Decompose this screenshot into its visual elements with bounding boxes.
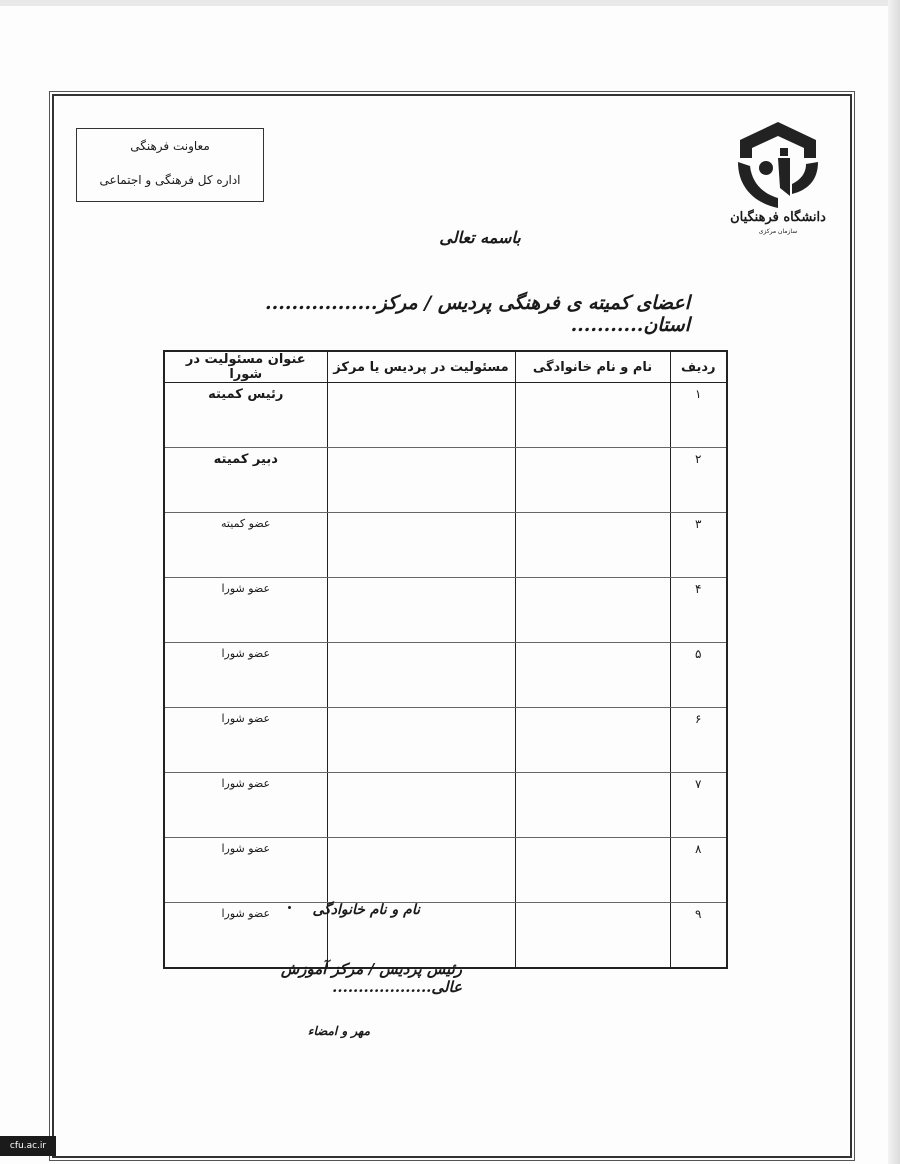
row-number: ۲ [670, 448, 727, 513]
role-cell: عضو شورا [164, 838, 327, 903]
row-number: ۶ [670, 708, 727, 773]
role-cell: عضو شورا [164, 643, 327, 708]
page-title: اعضای کمیته ی فرهنگی پردیس / مرکز................. استان........... [265, 292, 690, 336]
university-name: دانشگاه فرهنگیان [730, 210, 826, 225]
name-cell[interactable] [515, 838, 670, 903]
signatory-name-label: نام و نام خانوادگی [312, 902, 420, 918]
role-cell: عضو شورا [164, 708, 327, 773]
name-cell[interactable] [515, 773, 670, 838]
header-council-role: عنوان مسئولیت در شورا [164, 351, 327, 383]
name-cell[interactable] [515, 708, 670, 773]
scan-top-edge [0, 0, 900, 6]
table-row [164, 383, 727, 448]
row-number: ۱ [670, 383, 727, 448]
row-number: ۴ [670, 578, 727, 643]
table-row [164, 643, 727, 708]
header-campus-responsibility: مسئولیت در پردیس یا مرکز [327, 351, 515, 383]
responsibility-cell[interactable] [327, 708, 515, 773]
row-number: ۹ [670, 903, 727, 969]
responsibility-cell[interactable] [327, 838, 515, 903]
committee-members-table [163, 350, 728, 969]
university-emblem-icon [728, 118, 828, 210]
role-cell: عضو شورا [164, 578, 327, 643]
responsibility-cell[interactable] [327, 643, 515, 708]
responsibility-cell[interactable] [327, 448, 515, 513]
table-row [164, 903, 727, 969]
bismillah-heading: باسمه تعالی [439, 228, 521, 247]
table-row [164, 708, 727, 773]
table-row [164, 578, 727, 643]
responsibility-cell[interactable] [327, 383, 515, 448]
signatory-title-label: رئیس پردیس / مرکز آموزش عالی................... [280, 960, 462, 996]
header-full-name: نام و نام خانوادگی [515, 351, 670, 383]
row-number: ۸ [670, 838, 727, 903]
table-row [164, 513, 727, 578]
stamp-signature-label: مهر و امضاء [307, 1024, 370, 1038]
name-cell[interactable] [515, 643, 670, 708]
role-cell: رئیس کمیته [164, 383, 327, 448]
department-line-1: معاونت فرهنگی [130, 139, 210, 153]
name-cell[interactable] [515, 448, 670, 513]
header-row-number: ردیف [670, 351, 727, 383]
role-cell: دبیر کمیته [164, 448, 327, 513]
department-header-box [76, 128, 264, 202]
responsibility-cell[interactable] [327, 773, 515, 838]
name-cell[interactable] [515, 513, 670, 578]
row-number: ۷ [670, 773, 727, 838]
table-row [164, 838, 727, 903]
responsibility-cell[interactable] [327, 578, 515, 643]
university-logo [728, 118, 828, 242]
row-number: ۳ [670, 513, 727, 578]
name-cell[interactable] [515, 903, 670, 969]
name-cell[interactable] [515, 578, 670, 643]
role-cell: عضو شورا [164, 773, 327, 838]
responsibility-cell[interactable] [327, 513, 515, 578]
table-row [164, 448, 727, 513]
scan-right-edge [888, 0, 900, 1164]
role-cell: عضو شورا [164, 903, 327, 969]
site-watermark-badge: cfu.ac.ir [0, 1136, 56, 1156]
university-subtitle: سازمان مرکزی [758, 228, 798, 235]
role-cell: عضو کمیته [164, 513, 327, 578]
table-row [164, 773, 727, 838]
row-number: ۵ [670, 643, 727, 708]
department-line-2: اداره کل فرهنگی و اجتماعی [99, 173, 241, 187]
table-header-row [164, 351, 727, 383]
name-cell[interactable] [515, 383, 670, 448]
